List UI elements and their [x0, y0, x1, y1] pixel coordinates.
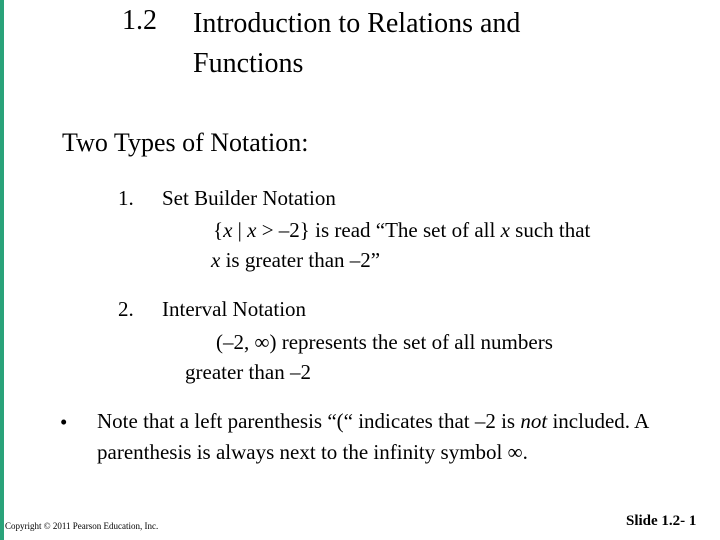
- item-2-heading: Interval Notation: [162, 297, 307, 321]
- slide-title-line-1: Introduction to Relations and: [193, 8, 521, 39]
- slide-title-line-2: Functions: [193, 48, 304, 79]
- note-paragraph: Note that a left parenthesis “(“ indicates that –2 is not included. A parenthesis is always next to the infinity symbol ∞.: [97, 409, 649, 464]
- item-1-body-line-2: x is greater than –2”: [211, 248, 381, 272]
- slide-title: [193, 4, 693, 84]
- item-2-number: 2.: [118, 297, 134, 321]
- item-2-body-line-1: (–2, ∞) represents the set of all numbers: [216, 330, 553, 354]
- section-number: 1.2: [122, 5, 157, 36]
- slide-number: Slide 1.2- 1: [626, 513, 697, 529]
- item-1-heading: Set Builder Notation: [162, 186, 336, 210]
- copyright-text: Copyright © 2011 Pearson Education, Inc.: [5, 521, 159, 531]
- left-accent-bar: [0, 0, 4, 540]
- bullet-icon: •: [60, 410, 68, 434]
- item-1-body-line-1: {x | x > –2} is read “The set of all x such that: [213, 218, 591, 242]
- item-2-body-line-2: greater than –2: [185, 360, 311, 384]
- subheading: Two Types of Notation:: [62, 128, 309, 157]
- item-1-number: 1.: [118, 186, 134, 210]
